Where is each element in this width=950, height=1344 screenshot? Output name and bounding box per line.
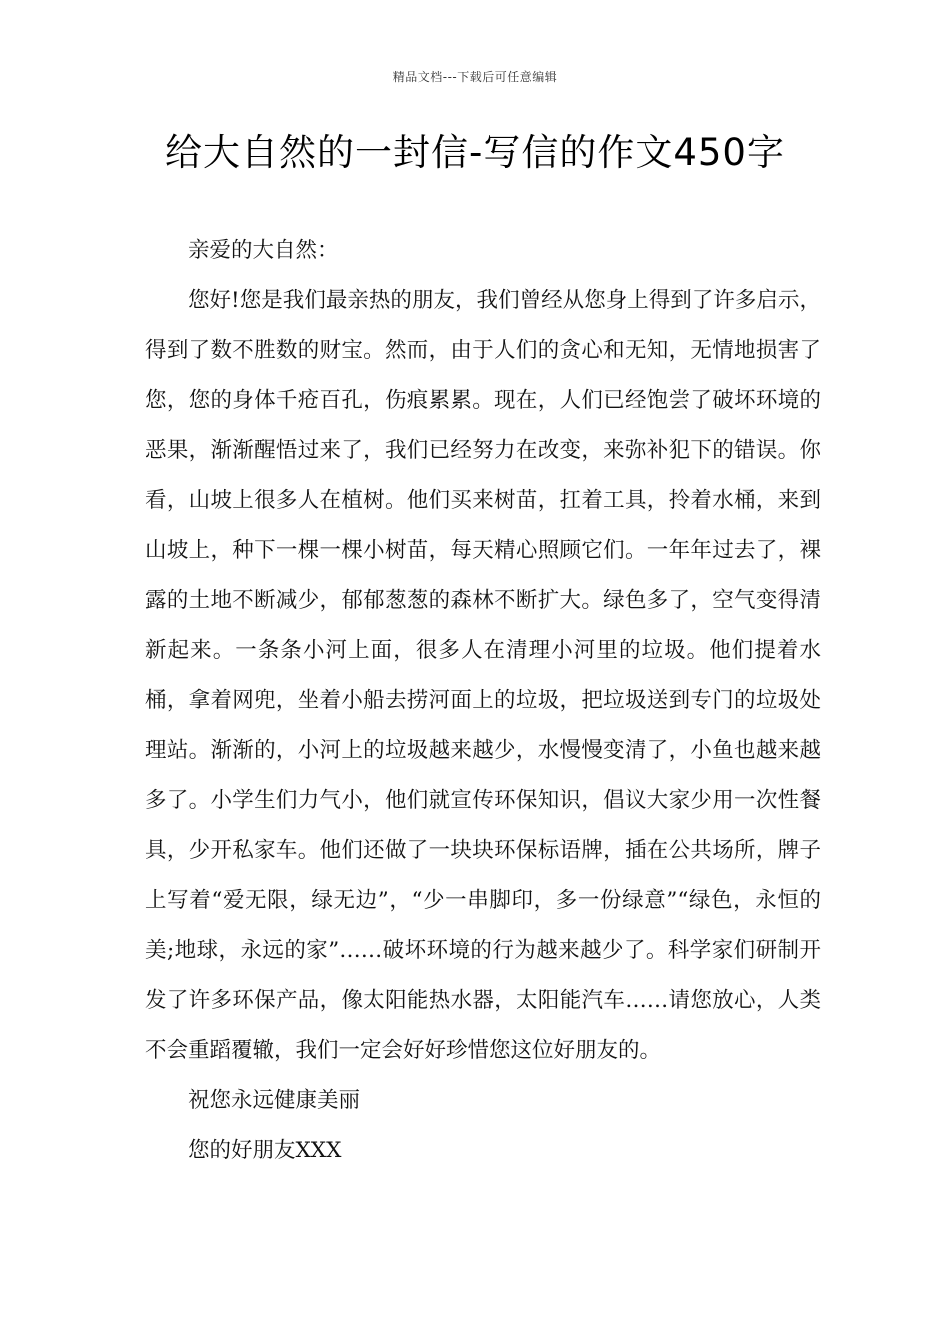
document-title: 给大自然的一封信-写信的作文450字: [165, 131, 785, 174]
letter-signature: 您的好朋友XXX: [188, 1138, 342, 1163]
header-note: 精品文档---下载后可任意编辑: [392, 70, 558, 84]
letter-salutation: 亲爱的大自然：: [188, 238, 339, 263]
letter-closing: 祝您永远健康美丽: [188, 1088, 361, 1113]
letter-body: [145, 226, 821, 1176]
letter-main-paragraph: 您好!您是我们最亲热的朋友，我们曾经从您身上得到了许多启示，得到了数不胜数的财宝。然而，由于人们的贪心和无知，无情地损害了您，您的身体千疮百孔，伤痕累累。现在，人们已经饱尝了破坏环境的恶果，渐渐醒悟过来了，我们已经努力在改变，来弥补犯下的错误。你看，山坡上很多人在植树。他们买来树苗，扛着工具，拎着水桶，来到山坡上，种下一棵一棵小树苗，每天精心照顾它们。一年年过去了，裸露的土地不断减少，郁郁葱葱的森林不断扩大。绿色多了，空气变得清新起来。一条条小河上面，很多人在清理小河里的垃圾。他们提着水桶，拿着网兜，坐着小船去捞河面上的垃圾，把垃圾送到专门的垃圾处理站。渐渐的，小河上的垃圾越来越少，水慢慢变清了，小鱼也越来越多了。小学生们力气小，他们就宣传环保知识，倡议大家少用一次性餐具，少开私家车。他们还做了一块块环保标语牌，插在公共场所，牌子上写着“爱无限，绿无边”，“少一串脚印，多一份绿意”“绿色，永恒的美;地球，永远的家”……破坏环境的行为越来越少了。科学家们研制开发了许多环保产品，像太阳能热水器，太阳能汽车……请您放心，人类不会重蹈覆辙，我们一定会好好珍惜您这位好朋友的。: [145, 288, 821, 1063]
